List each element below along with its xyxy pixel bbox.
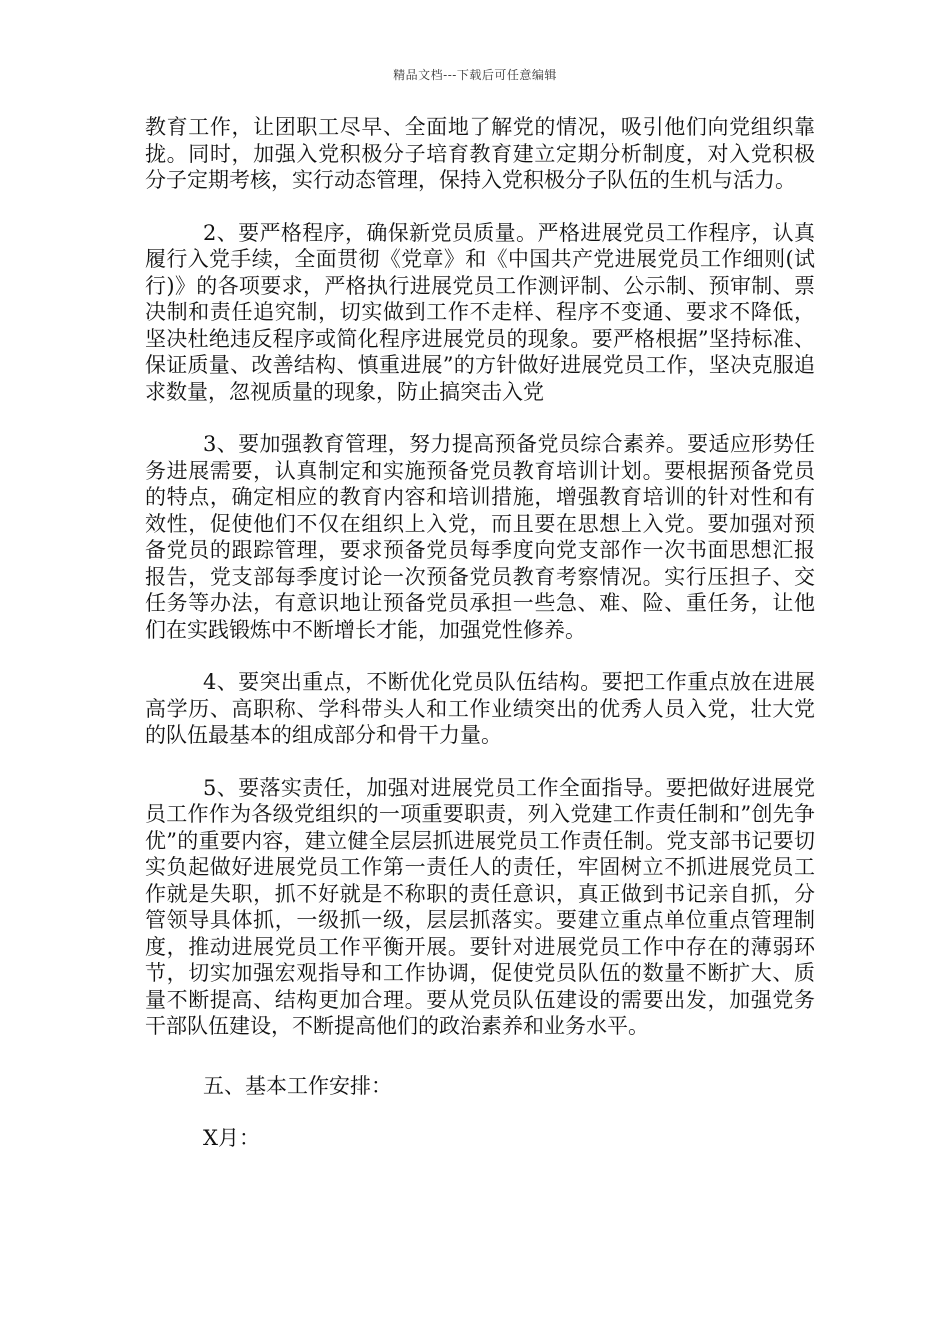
paragraph-item-3: 3、要加强教育管理，努力提高预备党员综合素养。要适应形势任务进展需要，认真制定和实施预备党员教育培训计划。要根据预备党员的特点，确定相应的教育内容和培训措施，增强教育培训的针对性和有效性，促使他们不仅在组织上入党，而且要在思想上入党。要加强对预备党员的跟踪管理，要求预备党员每季度向党支部作一次书面思想汇报报告，党支部每季度讨论一次预备党员教育考察情况。实行压担子、交任务等办法，有意识地让预备党员承担一些急、难、险、重任务，让他们在实践锻炼中不断增长才能，加强党性修养。 (145, 432, 815, 642)
month-heading: X月： (203, 1126, 260, 1150)
paragraph-item-5: 5、要落实责任，加强对进展党员工作全面指导。要把做好进展党员工作作为各级党组织的一项重要职责，列入党建工作责任制和”创先争优”的重要内容，建立健全层层抓进展党员工作责任制。党支部书记要切实负起做好进展党员工作第一责任人的责任，牢固树立不抓进展党员工作就是失职，抓不好就是不称职的责任意识，真正做到书记亲自抓，分管领导具体抓，一级抓一级，层层抓落实。要建立重点单位重点管理制度，推动进展党员工作平衡开展。要针对进展党员工作中存在的薄弱环节，切实加强宏观指导和工作协调，促使党员队伍的数量不断扩大、质量不断提高、结构更加合理。要从党员队伍建设的需要出发，加强党务干部队伍建设，不断提高他们的政治素养和业务水平。 (145, 775, 815, 1038)
paragraph-continuation: 教育工作，让团职工尽早、全面地了解党的情况，吸引他们向党组织靠拢。同时，加强入党积极分子培育教育建立定期分析制度，对入党积极分子定期考核，实行动态管理，保持入党积极分子队伍的生机与活力。 (145, 115, 815, 192)
paragraph-item-4: 4、要突出重点，不断优化党员队伍结构。要把工作重点放在进展高学历、高职称、学科带头人和工作业绩突出的优秀人员入党，壮大党的队伍最基本的组成部分和骨干力量。 (145, 670, 815, 747)
paragraph-item-2: 2、要严格程序，确保新党员质量。严格进展党员工作程序，认真履行入党手续，全面贯彻《党章》和《中国共产党进展党员工作细则(试行)》的各项要求，严格执行进展党员工作测评制、公示制、预审制、票决制和责任追究制，切实做到工作不走样、程序不变通、要求不降低，坚决杜绝违反程序或简化程序进展党员的现象。要严格根据”坚持标准、保证质量、改善结构、慎重进展”的方针做好进展党员工作，坚决克服追求数量，忽视质量的现象，防止搞突击入党 (145, 220, 815, 404)
document-body (145, 114, 815, 1152)
page-header-note: 精品文档---下载后可任意编辑 (393, 68, 557, 82)
section-heading: 五、基本工作安排： (203, 1073, 392, 1098)
